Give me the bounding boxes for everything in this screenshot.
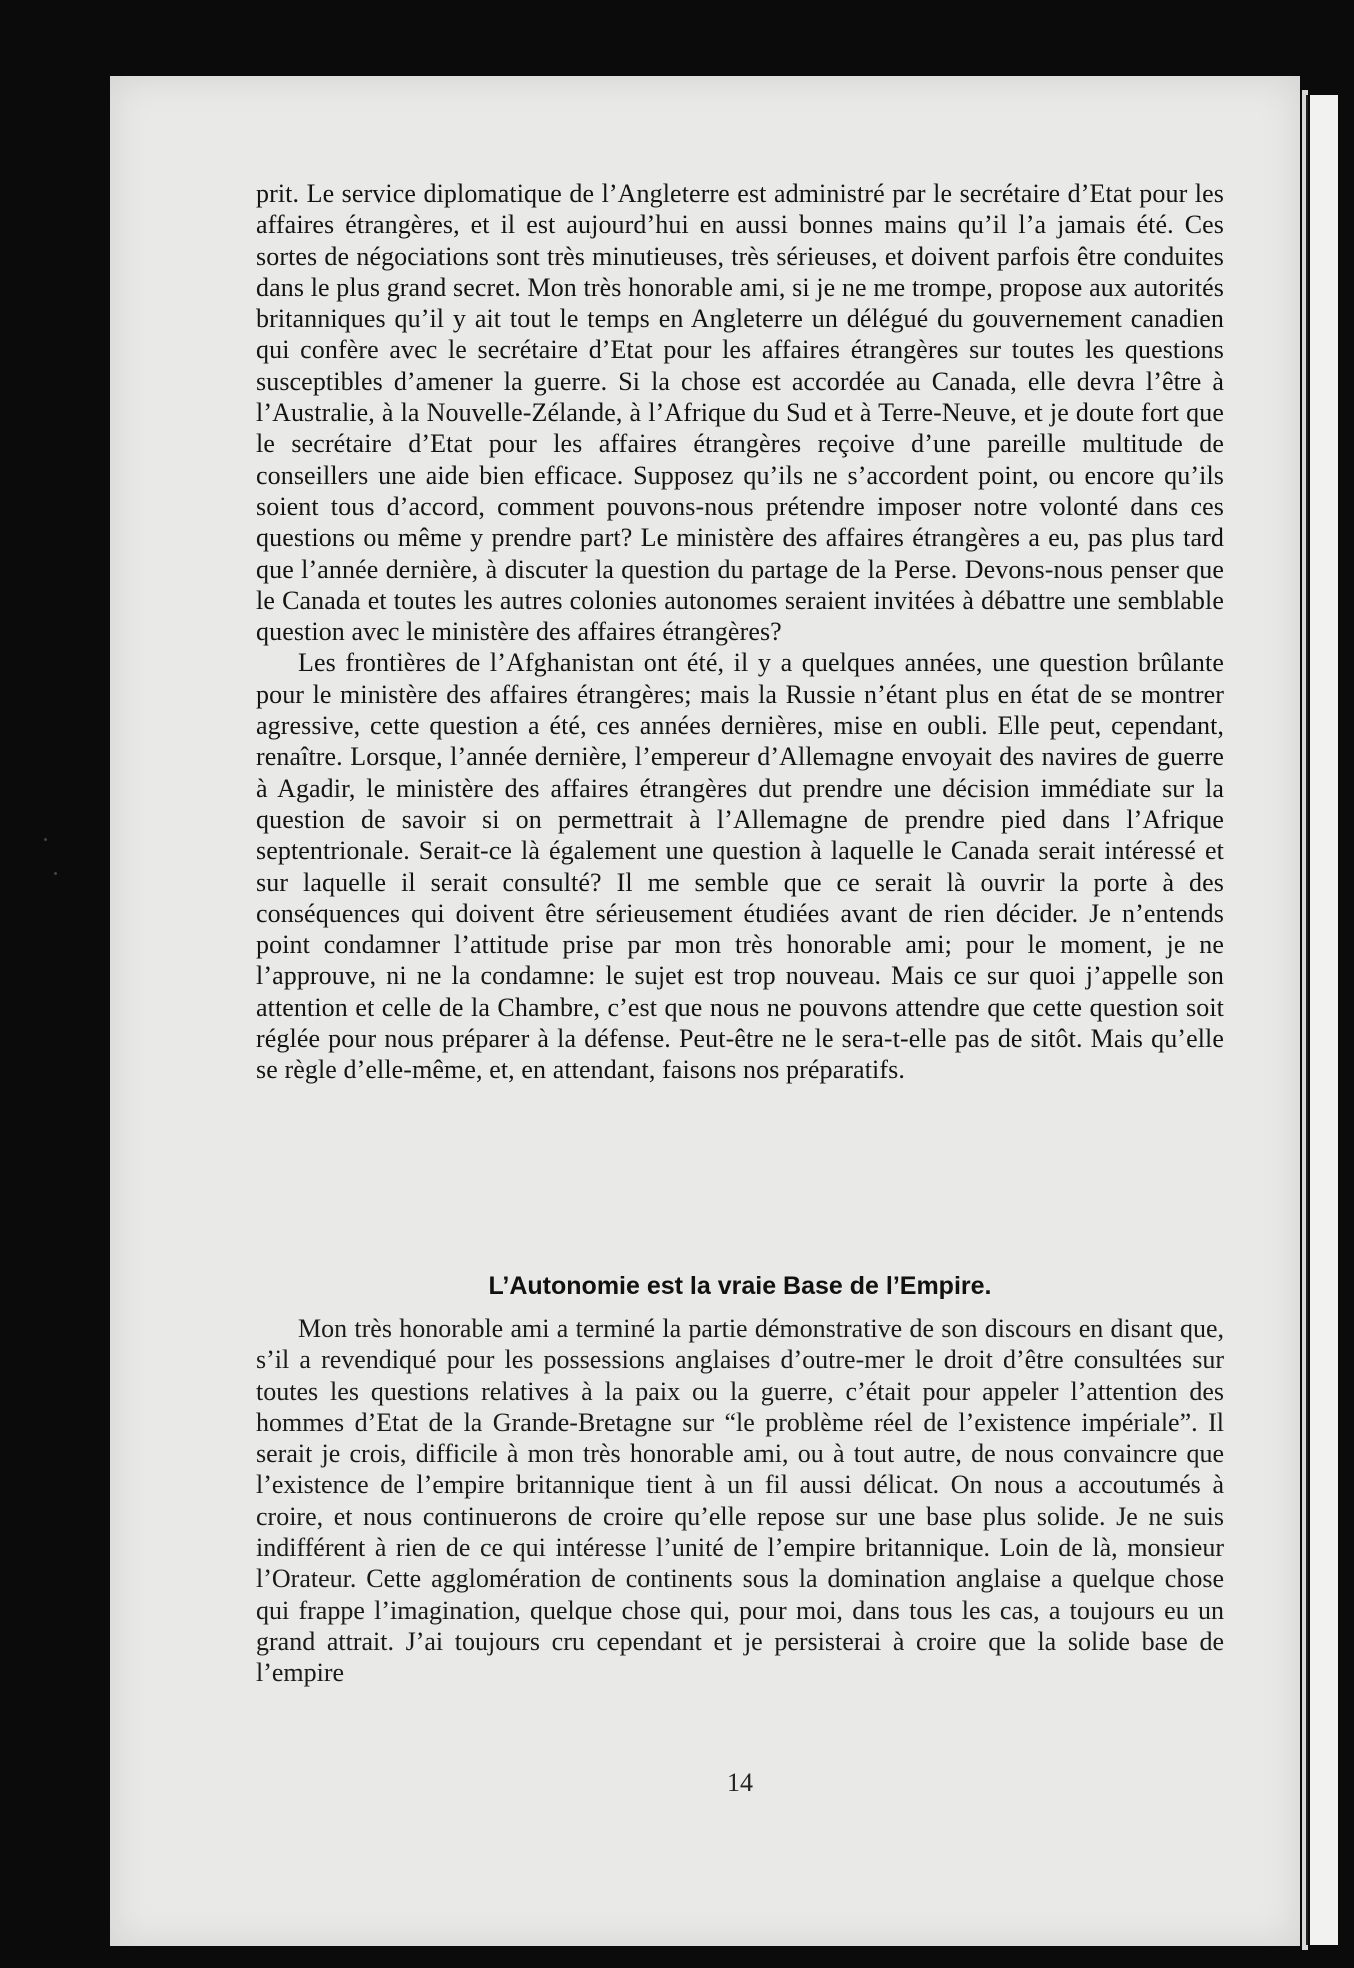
paragraph: Mon très honorable ami a terminé la partie démonstrative de son discours en disant que, s’il a revendiqué pour les possessions anglaises d’outre-mer le droit d’être consultées sur toutes les questions relatives à la paix ou la guerre, c’était pour appeler l’attention des hommes d’Etat de la Grande-Bretagne sur “le problème réel de l’existence impériale”. Il serait je crois, difficile à mon très honorable ami, ou à tout autre, de nous convaincre que l’existence de l’empire britannique tient à un fil aussi délicat. On nous a accoutumés à croire, et nous continuerons de croire qu’elle repose sur une base plus solide. Je ne suis indifférent à rien de ce qui intéresse l’unité de l’empire britannique. Loin de là, monsieur l’Orateur. Cette agglomération de continents sous la domination anglaise a quelque chose qui frappe l’imagination, quelque chose qui, pour moi, dans tous les cas, a toujours eu un grand attrait. J’ai toujours cru cependant et je persisterai à croire que la solide base de l’empire	[256, 1314, 1224, 1688]
body-text-upper	[256, 178, 1224, 1086]
speck	[44, 838, 47, 841]
body-text-lower	[256, 1313, 1224, 1689]
paragraph: Les frontières de l’Afghanistan ont été, il y a quelques années, une question brûlante pour le ministère des affaires étrangères; mais la Russie n’étant plus en état de se montrer agressive, cette question a été, ces années dernières, mise en oubli. Elle peut, cependant, renaître. Lorsque, l’année dernière, l’empereur d’Allemagne envoyait des navires de guerre à Agadir, le ministère des affaires étrangères dut prendre une décision immédiate sur la question de savoir si on permettrait à l’Allemagne de prendre pied dans l’Afrique septentrionale. Serait-ce là également une question à laquelle le Canada serait intéressé et sur laquelle il serait consulté? Il me semble que ce serait là ouvrir la porte à des conséquences qui doivent être sérieusement étudiées avant de rien décider. Je n’entends point condamner l’attitude prise par mon très honorable ami; pour le moment, je ne l’approuve, ni ne la condamne: le sujet est trop nouveau. Mais ce sur quoi j’appelle son attention et celle de la Chambre, c’est que nous ne pouvons attendre que cette question soit réglée pour nous préparer à la défense. Peut-être ne le sera-t-elle pas de sitôt. Mais qu’elle se règle d’elle-même, et, en attendant, faisons nos préparatifs.	[256, 648, 1224, 1085]
adjacent-page-strip	[1310, 95, 1338, 1945]
page-number: 14	[727, 1768, 753, 1797]
section-heading: L’Autonomie est la vraie Base de l’Empire.	[488, 1272, 992, 1300]
paragraph: prit. Le service diplomatique de l’Angleterre est administré par le secrétaire d’Etat pour les affaires étrangères, et il est aujourd’hui en aussi bonnes mains qu’il l’a jamais été. Ces sortes de négociations sont très minutieuses, très sérieuses, et doivent parfois être conduites dans le plus grand secret. Mon très honorable ami, si je ne me trompe, propose aux autorités britanniques qu’il y ait tout le temps en Angleterre un délégué du gouvernement canadien qui confère avec le secrétaire d’Etat pour les affaires étrangères sur toutes les questions susceptibles d’amener la guerre. Si la chose est accordée au Canada, elle devra l’être à l’Australie, à la Nouvelle-Zélande, à l’Afrique du Sud et à Terre-Neuve, et je doute fort que le secrétaire d’Etat pour les affaires étrangères reçoive d’une pareille multitude de conseillers une aide bien efficace. Supposez qu’ils ne s’accordent point, ou encore qu’ils soient tous d’accord, comment pouvons-nous prétendre imposer notre volonté dans ces questions ou même y prendre part? Le ministère des affaires étrangères a eu, pas plus tard que l’année dernière, à discuter la question du partage de la Perse. Devons-nous penser que le Canada et toutes les autres colonies autonomes seraient invitées à débattre une semblable question avec le ministère des affaires étrangères?	[256, 179, 1224, 647]
binding-line	[1306, 95, 1308, 1945]
speck	[54, 872, 57, 875]
